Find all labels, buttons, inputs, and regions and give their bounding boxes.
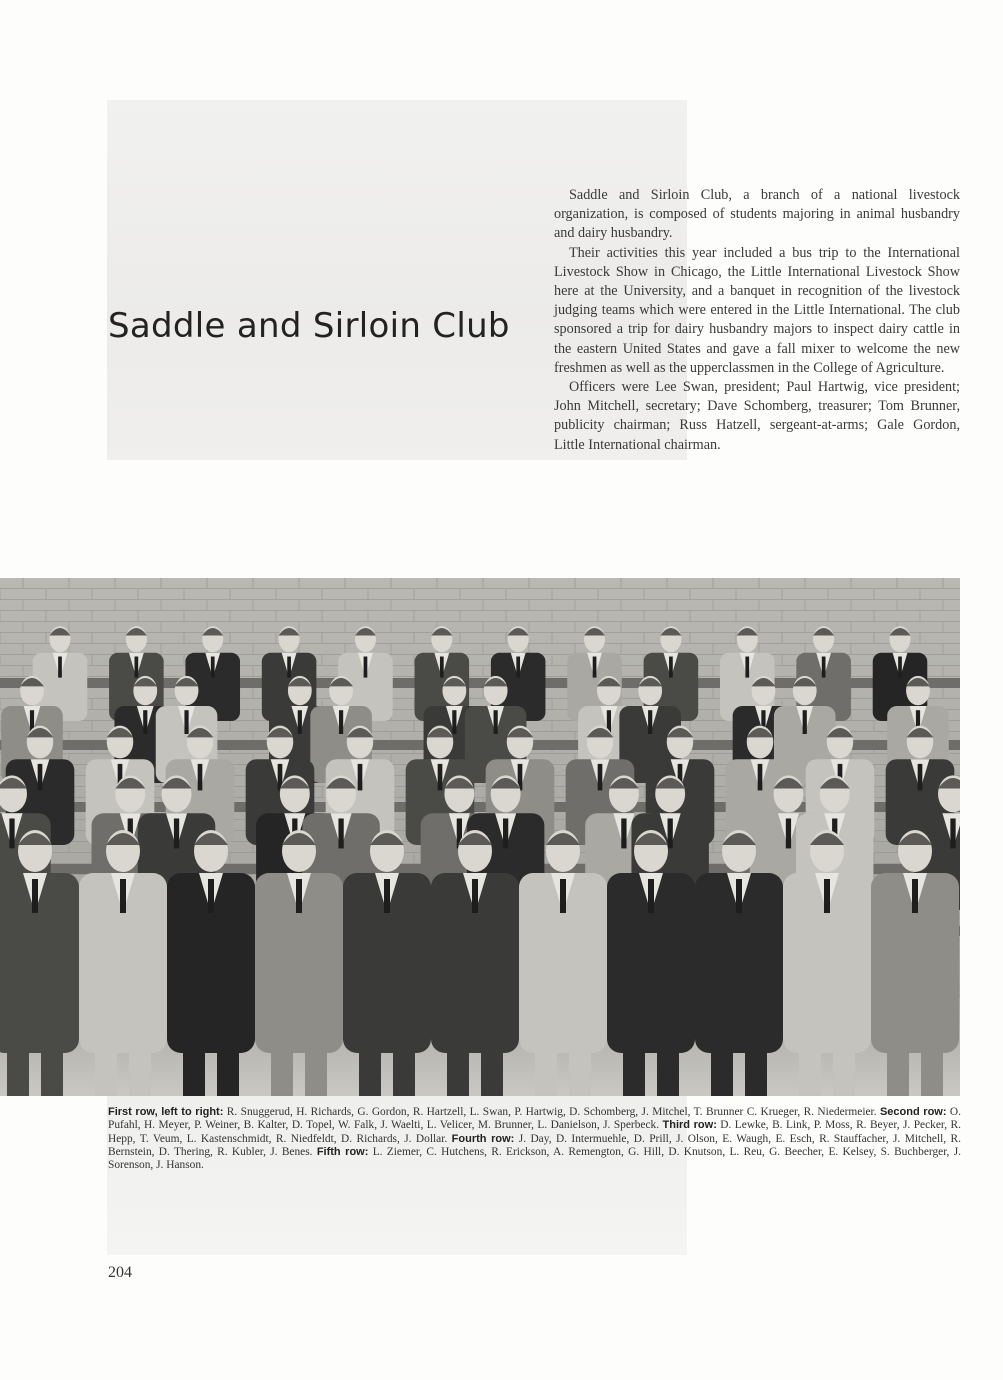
group-photo <box>0 578 960 1096</box>
caption-row-names: D. Lewke, B. Link, P. Moss, R. Beyer, J. Pecker, R. Hepp, T. Veum, L. Kastenschmidt, R. Niedfeldt, D. Richards, J. Dollar. <box>108 1119 961 1145</box>
caption-row-label: Fourth row: <box>451 1132 515 1145</box>
article-body <box>554 186 960 455</box>
caption-row-label: Second row: <box>879 1106 947 1118</box>
paragraph-activities: Their activities this year included a bus trip to the International Livestock Show in Chicago, the Little International Livestock Show here at the University, and a banquet in recognition of the livestock judging teams which were entered in the Little International. The club sponsored a trip for dairy husbandry majors to inspect dairy cattle in the eastern United States and gave a fall mixer to welcome the new freshmen as well as the upperclassmen in the College of Agriculture. <box>554 244 960 376</box>
paragraph-intro: Saddle and Sirloin Club, a branch of a national livestock organization, is composed of students majoring in animal husbandry and dairy husbandry. <box>554 187 960 242</box>
caption-row-label: First row, left to right: <box>108 1106 224 1118</box>
caption-row-names: J. Day, D. Intermuehle, D. Prill, J. Olson, E. Waugh, E. Esch, R. Stauffacher, J. Mitchell, R. Bernstein, D. Thering, R. Kubler, J. Benes. <box>108 1132 962 1158</box>
group-photo-drawing <box>0 578 960 1096</box>
caption-row-names: O. Pufahl, H. Meyer, P. Weiner, B. Kalter, D. Topel, W. Falk, J. Waelti, L. Velicer, M. Brunner, L. Danielson, J. Sperbeck. <box>108 1106 961 1132</box>
page-number: 204 <box>108 1264 132 1281</box>
photo-caption <box>108 1106 961 1172</box>
caption-row-names: L. Ziemer, C. Hutchens, R. Erickson, A. Remengton, G. Hill, D. Knutson, L. Reu, G. Beecher, E. Kelsey, S. Buchberger, J. Sorenson, J. Hanson. <box>108 1145 961 1172</box>
caption-row-label: Fifth row: <box>316 1145 369 1158</box>
caption-row-names: R. Snuggerud, H. Richards, G. Gordon, R. Hartzell, L. Swan, P. Hartwig, D. Schomberg, J. Mitchel, T. Brunner C. Krueger, R. Niedermeier. <box>226 1106 877 1118</box>
page-title: Saddle and Sirloin Club <box>108 306 510 346</box>
caption-row-label: Third row: <box>662 1119 717 1132</box>
paragraph-officers: Officers were Lee Swan, president; Paul Hartwig, vice president; John Mitchell, secretary; Dave Schomberg, treasurer; Tom Brunner, publicity chairman; Russ Hatzell, sergeant-at-arms; Gale Gordon, Little International chairman. <box>554 379 960 453</box>
